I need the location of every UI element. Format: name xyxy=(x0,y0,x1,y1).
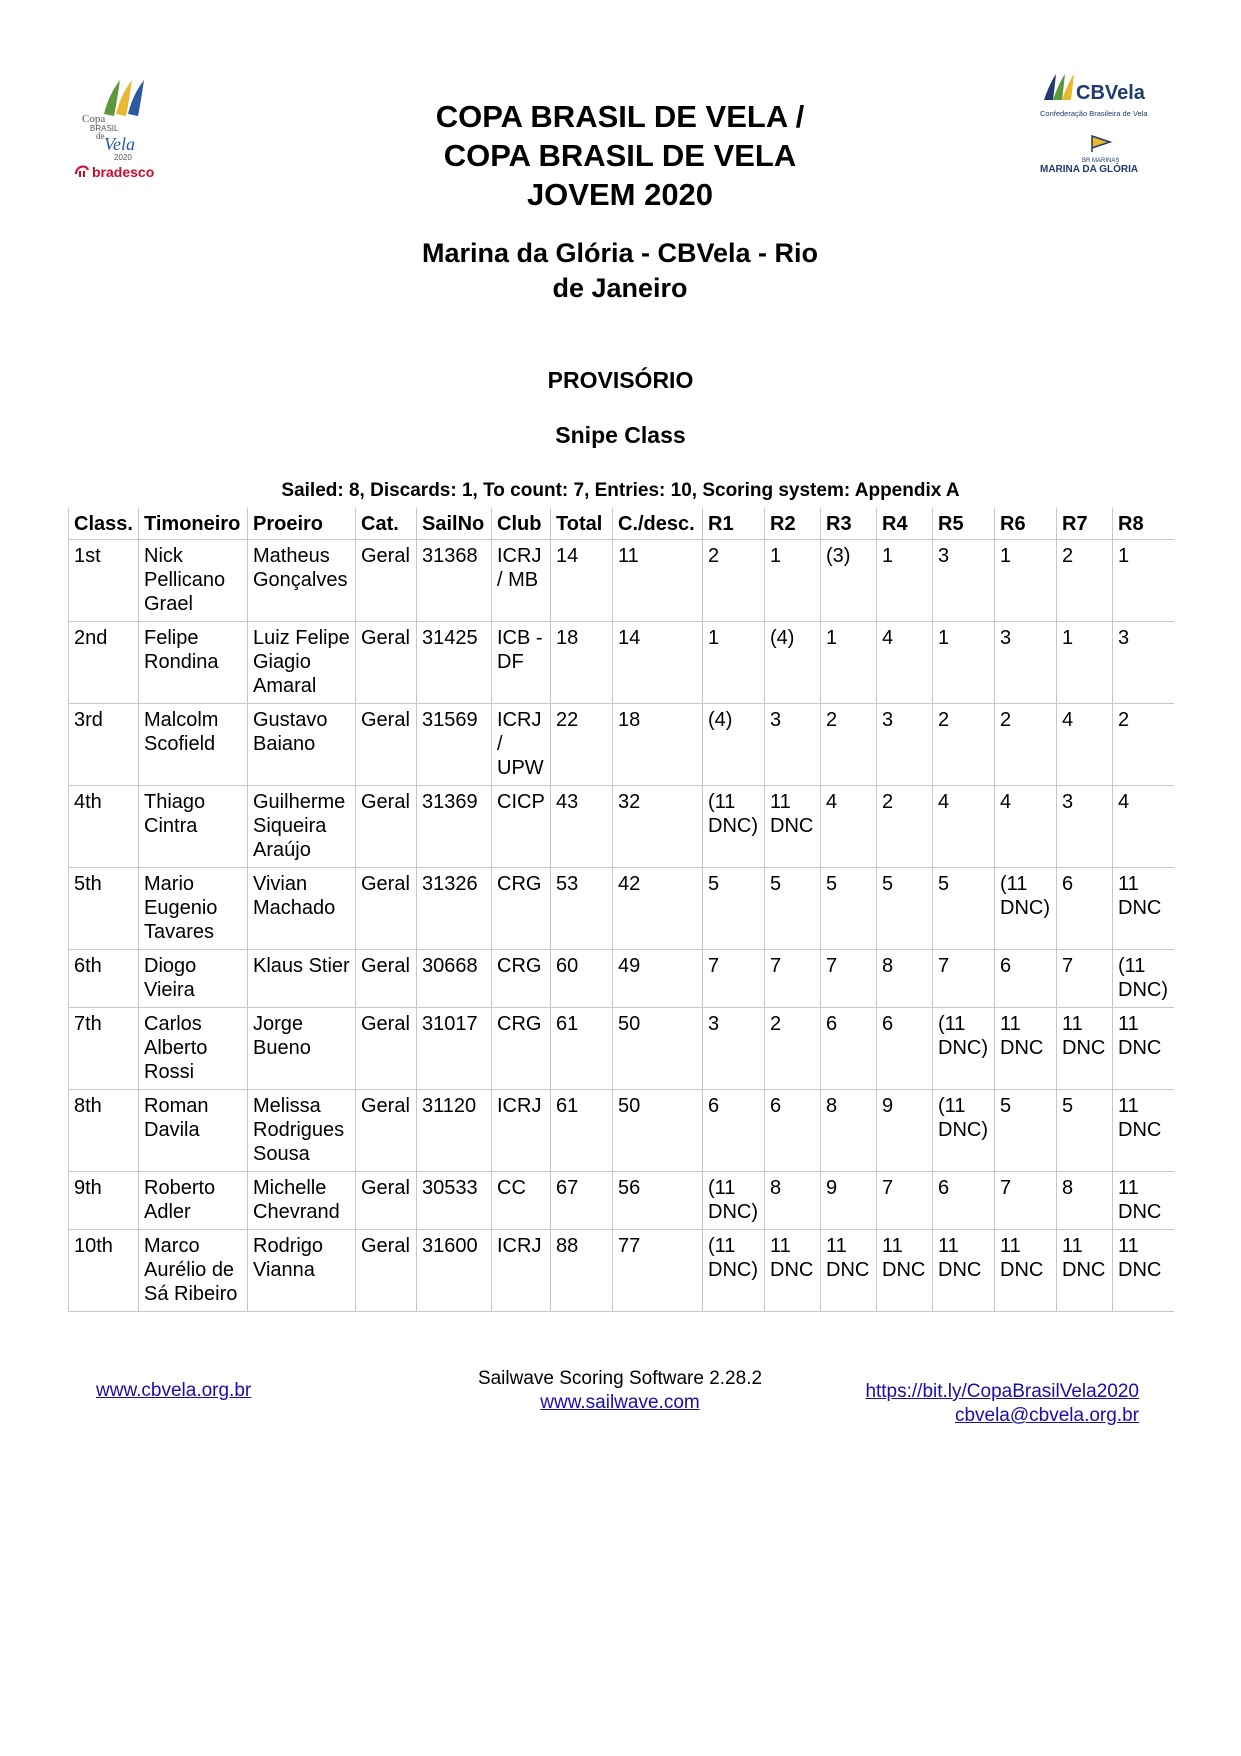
table-cell: (3) xyxy=(821,540,877,622)
table-cell: ICRJ / UPW xyxy=(492,704,551,786)
table-cell: Thiago Cintra xyxy=(139,786,248,868)
bradesco-icon xyxy=(76,167,88,177)
table-cell: 1 xyxy=(995,540,1057,622)
table-cell: 7 xyxy=(995,1172,1057,1230)
table-cell: 1 xyxy=(703,622,765,704)
table-cell: 5 xyxy=(821,868,877,950)
table-cell: 9 xyxy=(877,1090,933,1172)
table-cell: Nick Pellicano Grael xyxy=(139,540,248,622)
table-cell: 7 xyxy=(1057,950,1113,1008)
column-header: R3 xyxy=(821,508,877,540)
svg-text:BRASIL: BRASIL xyxy=(90,124,119,133)
table-cell: 30668 xyxy=(417,950,492,1008)
table-cell: 14 xyxy=(551,540,613,622)
table-cell: 3 xyxy=(765,704,821,786)
table-cell: 9th xyxy=(69,1172,139,1230)
table-cell: 11 xyxy=(613,540,703,622)
table-cell: Malcolm Scofield xyxy=(139,704,248,786)
footer-software xyxy=(350,1367,890,1415)
table-cell: Guilherme Siqueira Araújo xyxy=(248,786,356,868)
table-cell: Geral xyxy=(356,1172,417,1230)
table-cell: (4) xyxy=(765,622,821,704)
table-cell: (4) xyxy=(703,704,765,786)
table-cell: 2nd xyxy=(69,622,139,704)
table-cell: Carlos Alberto Rossi xyxy=(139,1008,248,1090)
table-cell: Luiz Felipe Giagio Amaral xyxy=(248,622,356,704)
table-cell: 11 DNC xyxy=(1113,1172,1174,1230)
table-row xyxy=(69,540,1174,622)
table-cell: 42 xyxy=(613,868,703,950)
table-cell: (11 DNC) xyxy=(703,1230,765,1312)
table-cell: Geral xyxy=(356,540,417,622)
table-cell: 4 xyxy=(821,786,877,868)
table-cell: Michelle Chevrand xyxy=(248,1172,356,1230)
table-cell: Geral xyxy=(356,950,417,1008)
table-cell: 11 DNC xyxy=(1113,868,1174,950)
table-cell: 11 DNC xyxy=(765,1230,821,1312)
table-row xyxy=(69,1230,1174,1312)
table-cell: 5 xyxy=(703,868,765,950)
table-cell: 4 xyxy=(877,622,933,704)
column-header: Class. xyxy=(69,508,139,540)
table-cell: 30533 xyxy=(417,1172,492,1230)
results-table xyxy=(68,508,1174,1312)
table-cell: 31017 xyxy=(417,1008,492,1090)
table-cell: 5 xyxy=(1057,1090,1113,1172)
svg-text:de: de xyxy=(96,131,105,141)
table-cell: Vivian Machado xyxy=(248,868,356,950)
table-cell: 1st xyxy=(69,540,139,622)
table-cell: 6 xyxy=(1057,868,1113,950)
table-row xyxy=(69,1090,1174,1172)
table-cell: CC xyxy=(492,1172,551,1230)
table-cell: 5 xyxy=(877,868,933,950)
table-cell: 43 xyxy=(551,786,613,868)
subtitle-line: de Janeiro xyxy=(552,273,688,303)
svg-text:BR MARINAS: BR MARINAS xyxy=(1082,158,1120,164)
table-cell: CRG xyxy=(492,868,551,950)
table-cell: Roman Davila xyxy=(139,1090,248,1172)
table-cell: 8th xyxy=(69,1090,139,1172)
subtitle-line: Marina da Glória - CBVela - Rio xyxy=(421,238,819,268)
software-credit: Sailwave Scoring Software 2.28.2 xyxy=(477,1368,763,1389)
table-row xyxy=(69,1172,1174,1230)
table-cell: 31120 xyxy=(417,1090,492,1172)
table-cell: 2 xyxy=(703,540,765,622)
table-cell: 56 xyxy=(613,1172,703,1230)
table-cell: 2 xyxy=(877,786,933,868)
table-cell: Mario Eugenio Tavares xyxy=(139,868,248,950)
table-cell: 8 xyxy=(877,950,933,1008)
column-header: R6 xyxy=(995,508,1057,540)
column-header: Club xyxy=(492,508,551,540)
title-line: COPA BRASIL DE VELA / xyxy=(435,99,805,134)
table-cell: Rodrigo Vianna xyxy=(248,1230,356,1312)
table-cell: 22 xyxy=(551,704,613,786)
table-cell: 2 xyxy=(821,704,877,786)
table-cell: Matheus Gonçalves xyxy=(248,540,356,622)
table-cell: Geral xyxy=(356,1230,417,1312)
column-header: SailNo xyxy=(417,508,492,540)
table-cell: 4 xyxy=(933,786,995,868)
column-header: R5 xyxy=(933,508,995,540)
series-summary: Sailed: 8, Discards: 1, To count: 7, Entries: 10, Scoring system: Appendix A xyxy=(281,480,960,501)
table-cell: Jorge Bueno xyxy=(248,1008,356,1090)
table-cell: 2 xyxy=(995,704,1057,786)
table-cell: 1 xyxy=(1057,622,1113,704)
table-cell: ICRJ xyxy=(492,1090,551,1172)
table-cell: 6th xyxy=(69,950,139,1008)
table-cell: 11 DNC xyxy=(1113,1230,1174,1312)
column-header: C./desc. xyxy=(613,508,703,540)
table-cell: Geral xyxy=(356,704,417,786)
table-cell: 67 xyxy=(551,1172,613,1230)
table-cell: 8 xyxy=(765,1172,821,1230)
page-title xyxy=(320,97,920,214)
table-cell: 9 xyxy=(821,1172,877,1230)
table-cell: Klaus Stier xyxy=(248,950,356,1008)
table-cell: (11 DNC) xyxy=(703,786,765,868)
table-row xyxy=(69,704,1174,786)
copa-brasil-vela-logo xyxy=(74,76,170,180)
table-cell: 4th xyxy=(69,786,139,868)
table-cell: 5 xyxy=(765,868,821,950)
table-cell: 3 xyxy=(1113,622,1174,704)
svg-text:bradesco: bradesco xyxy=(92,164,155,180)
table-cell: 7th xyxy=(69,1008,139,1090)
table-cell: 7 xyxy=(765,950,821,1008)
table-cell: 61 xyxy=(551,1090,613,1172)
table-cell: 2 xyxy=(933,704,995,786)
table-cell: 6 xyxy=(703,1090,765,1172)
column-header: Total xyxy=(551,508,613,540)
column-header: Proeiro xyxy=(248,508,356,540)
column-header: R2 xyxy=(765,508,821,540)
table-cell: 1 xyxy=(1113,540,1174,622)
table-cell: 2 xyxy=(1057,540,1113,622)
table-cell: 50 xyxy=(613,1008,703,1090)
table-cell: 31569 xyxy=(417,704,492,786)
table-cell: Geral xyxy=(356,622,417,704)
table-cell: 3 xyxy=(1057,786,1113,868)
table-cell: 11 DNC xyxy=(1057,1230,1113,1312)
table-cell: ICB - DF xyxy=(492,622,551,704)
table-cell: ICRJ xyxy=(492,1230,551,1312)
svg-text:Vela: Vela xyxy=(104,134,135,154)
table-body xyxy=(69,540,1174,1312)
table-cell: 8 xyxy=(821,1090,877,1172)
table-cell: 77 xyxy=(613,1230,703,1312)
table-cell: 53 xyxy=(551,868,613,950)
table-cell: 3 xyxy=(995,622,1057,704)
table-cell: 31600 xyxy=(417,1230,492,1312)
event-short-link[interactable]: https://bit.ly/CopaBrasilVela2020 xyxy=(865,1381,1139,1402)
email-link[interactable]: cbvela@cbvela.org.br xyxy=(954,1405,1139,1426)
table-cell: 11 DNC xyxy=(1113,1008,1174,1090)
table-cell: 10th xyxy=(69,1230,139,1312)
table-cell: 6 xyxy=(821,1008,877,1090)
column-header: Timoneiro xyxy=(139,508,248,540)
footer-contacts xyxy=(865,1380,1139,1428)
table-cell: 5 xyxy=(933,868,995,950)
column-header: R8 xyxy=(1113,508,1174,540)
table-cell: Diogo Vieira xyxy=(139,950,248,1008)
table-cell: Gustavo Baiano xyxy=(248,704,356,786)
table-cell: 7 xyxy=(933,950,995,1008)
table-cell: 11 DNC xyxy=(933,1230,995,1312)
table-cell: Geral xyxy=(356,1090,417,1172)
table-cell: 7 xyxy=(821,950,877,1008)
table-row xyxy=(69,1008,1174,1090)
table-cell: CRG xyxy=(492,1008,551,1090)
table-cell: 31368 xyxy=(417,540,492,622)
table-cell: CICP xyxy=(492,786,551,868)
title-line: JOVEM 2020 xyxy=(526,177,714,212)
table-cell: 11 DNC xyxy=(765,786,821,868)
table-header-row xyxy=(69,508,1174,540)
table-cell: 3 xyxy=(933,540,995,622)
table-cell: 11 DNC xyxy=(1057,1008,1113,1090)
table-cell: Melissa Rodrigues Sousa xyxy=(248,1090,356,1172)
class-name: Snipe Class xyxy=(555,422,686,448)
table-cell: (11 DNC) xyxy=(1113,950,1174,1008)
table-cell: 2 xyxy=(765,1008,821,1090)
venue-subtitle xyxy=(350,236,890,306)
table-cell: Geral xyxy=(356,1008,417,1090)
svg-text:MARINA DA GLÓRIA: MARINA DA GLÓRIA xyxy=(1040,164,1139,175)
table-cell: 3 xyxy=(703,1008,765,1090)
table-cell: 6 xyxy=(765,1090,821,1172)
svg-text:2020: 2020 xyxy=(114,153,132,162)
table-cell: ICRJ / MB xyxy=(492,540,551,622)
sailwave-link[interactable]: www.sailwave.com xyxy=(540,1392,700,1413)
table-cell: 4 xyxy=(1113,786,1174,868)
table-cell: 6 xyxy=(995,950,1057,1008)
table-cell: Roberto Adler xyxy=(139,1172,248,1230)
table-cell: 31326 xyxy=(417,868,492,950)
table-row xyxy=(69,622,1174,704)
table-cell: 1 xyxy=(877,540,933,622)
table-cell: 14 xyxy=(613,622,703,704)
table-cell: 18 xyxy=(551,622,613,704)
table-cell: 32 xyxy=(613,786,703,868)
table-row xyxy=(69,950,1174,1008)
cbvela-sails-icon xyxy=(1040,72,1170,182)
table-cell: 11 DNC xyxy=(995,1008,1057,1090)
table-cell: 7 xyxy=(703,950,765,1008)
title-line: COPA BRASIL DE VELA xyxy=(443,138,797,173)
table-cell: (11 DNC) xyxy=(933,1090,995,1172)
table-cell: 11 DNC xyxy=(995,1230,1057,1312)
table-cell: 1 xyxy=(933,622,995,704)
table-cell: 49 xyxy=(613,950,703,1008)
column-header: R7 xyxy=(1057,508,1113,540)
table-cell: 18 xyxy=(613,704,703,786)
table-cell: 11 DNC xyxy=(821,1230,877,1312)
table-cell: 6 xyxy=(933,1172,995,1230)
svg-text:Copa: Copa xyxy=(82,113,106,125)
table-cell: Marco Aurélio de Sá Ribeiro xyxy=(139,1230,248,1312)
table-row xyxy=(69,786,1174,868)
table-cell: 8 xyxy=(1057,1172,1113,1230)
table-cell: 1 xyxy=(765,540,821,622)
table-cell: Geral xyxy=(356,786,417,868)
sails-icon xyxy=(74,76,170,180)
table-cell: 11 DNC xyxy=(877,1230,933,1312)
table-cell: (11 DNC) xyxy=(933,1008,995,1090)
table-cell: 61 xyxy=(551,1008,613,1090)
svg-text:CBVela: CBVela xyxy=(1076,82,1145,104)
table-cell: CRG xyxy=(492,950,551,1008)
cbvela-logo xyxy=(1040,72,1170,182)
table-cell: (11 DNC) xyxy=(703,1172,765,1230)
table-cell: 3rd xyxy=(69,704,139,786)
column-header: Cat. xyxy=(356,508,417,540)
status-label: PROVISÓRIO xyxy=(547,367,694,393)
table-cell: Felipe Rondina xyxy=(139,622,248,704)
table-cell: 31425 xyxy=(417,622,492,704)
table-row xyxy=(69,868,1174,950)
marina-flag-icon xyxy=(1092,136,1110,152)
table-cell: 4 xyxy=(995,786,1057,868)
cbvela-website-link[interactable]: www.cbvela.org.br xyxy=(96,1380,252,1401)
table-cell: 11 DNC xyxy=(1113,1090,1174,1172)
table-cell: (11 DNC) xyxy=(995,868,1057,950)
table-cell: 50 xyxy=(613,1090,703,1172)
svg-text:Confederação Brasileira de Vel: Confederação Brasileira de Vela xyxy=(1040,109,1148,118)
table-cell: 31369 xyxy=(417,786,492,868)
table-cell: 5th xyxy=(69,868,139,950)
table-cell: 5 xyxy=(995,1090,1057,1172)
column-header: R4 xyxy=(877,508,933,540)
table-cell: 2 xyxy=(1113,704,1174,786)
table-cell: 6 xyxy=(877,1008,933,1090)
table-cell: Geral xyxy=(356,868,417,950)
table-cell: 4 xyxy=(1057,704,1113,786)
table-cell: 3 xyxy=(877,704,933,786)
table-cell: 60 xyxy=(551,950,613,1008)
table-cell: 7 xyxy=(877,1172,933,1230)
table-cell: 88 xyxy=(551,1230,613,1312)
table-cell: 1 xyxy=(821,622,877,704)
column-header: R1 xyxy=(703,508,765,540)
